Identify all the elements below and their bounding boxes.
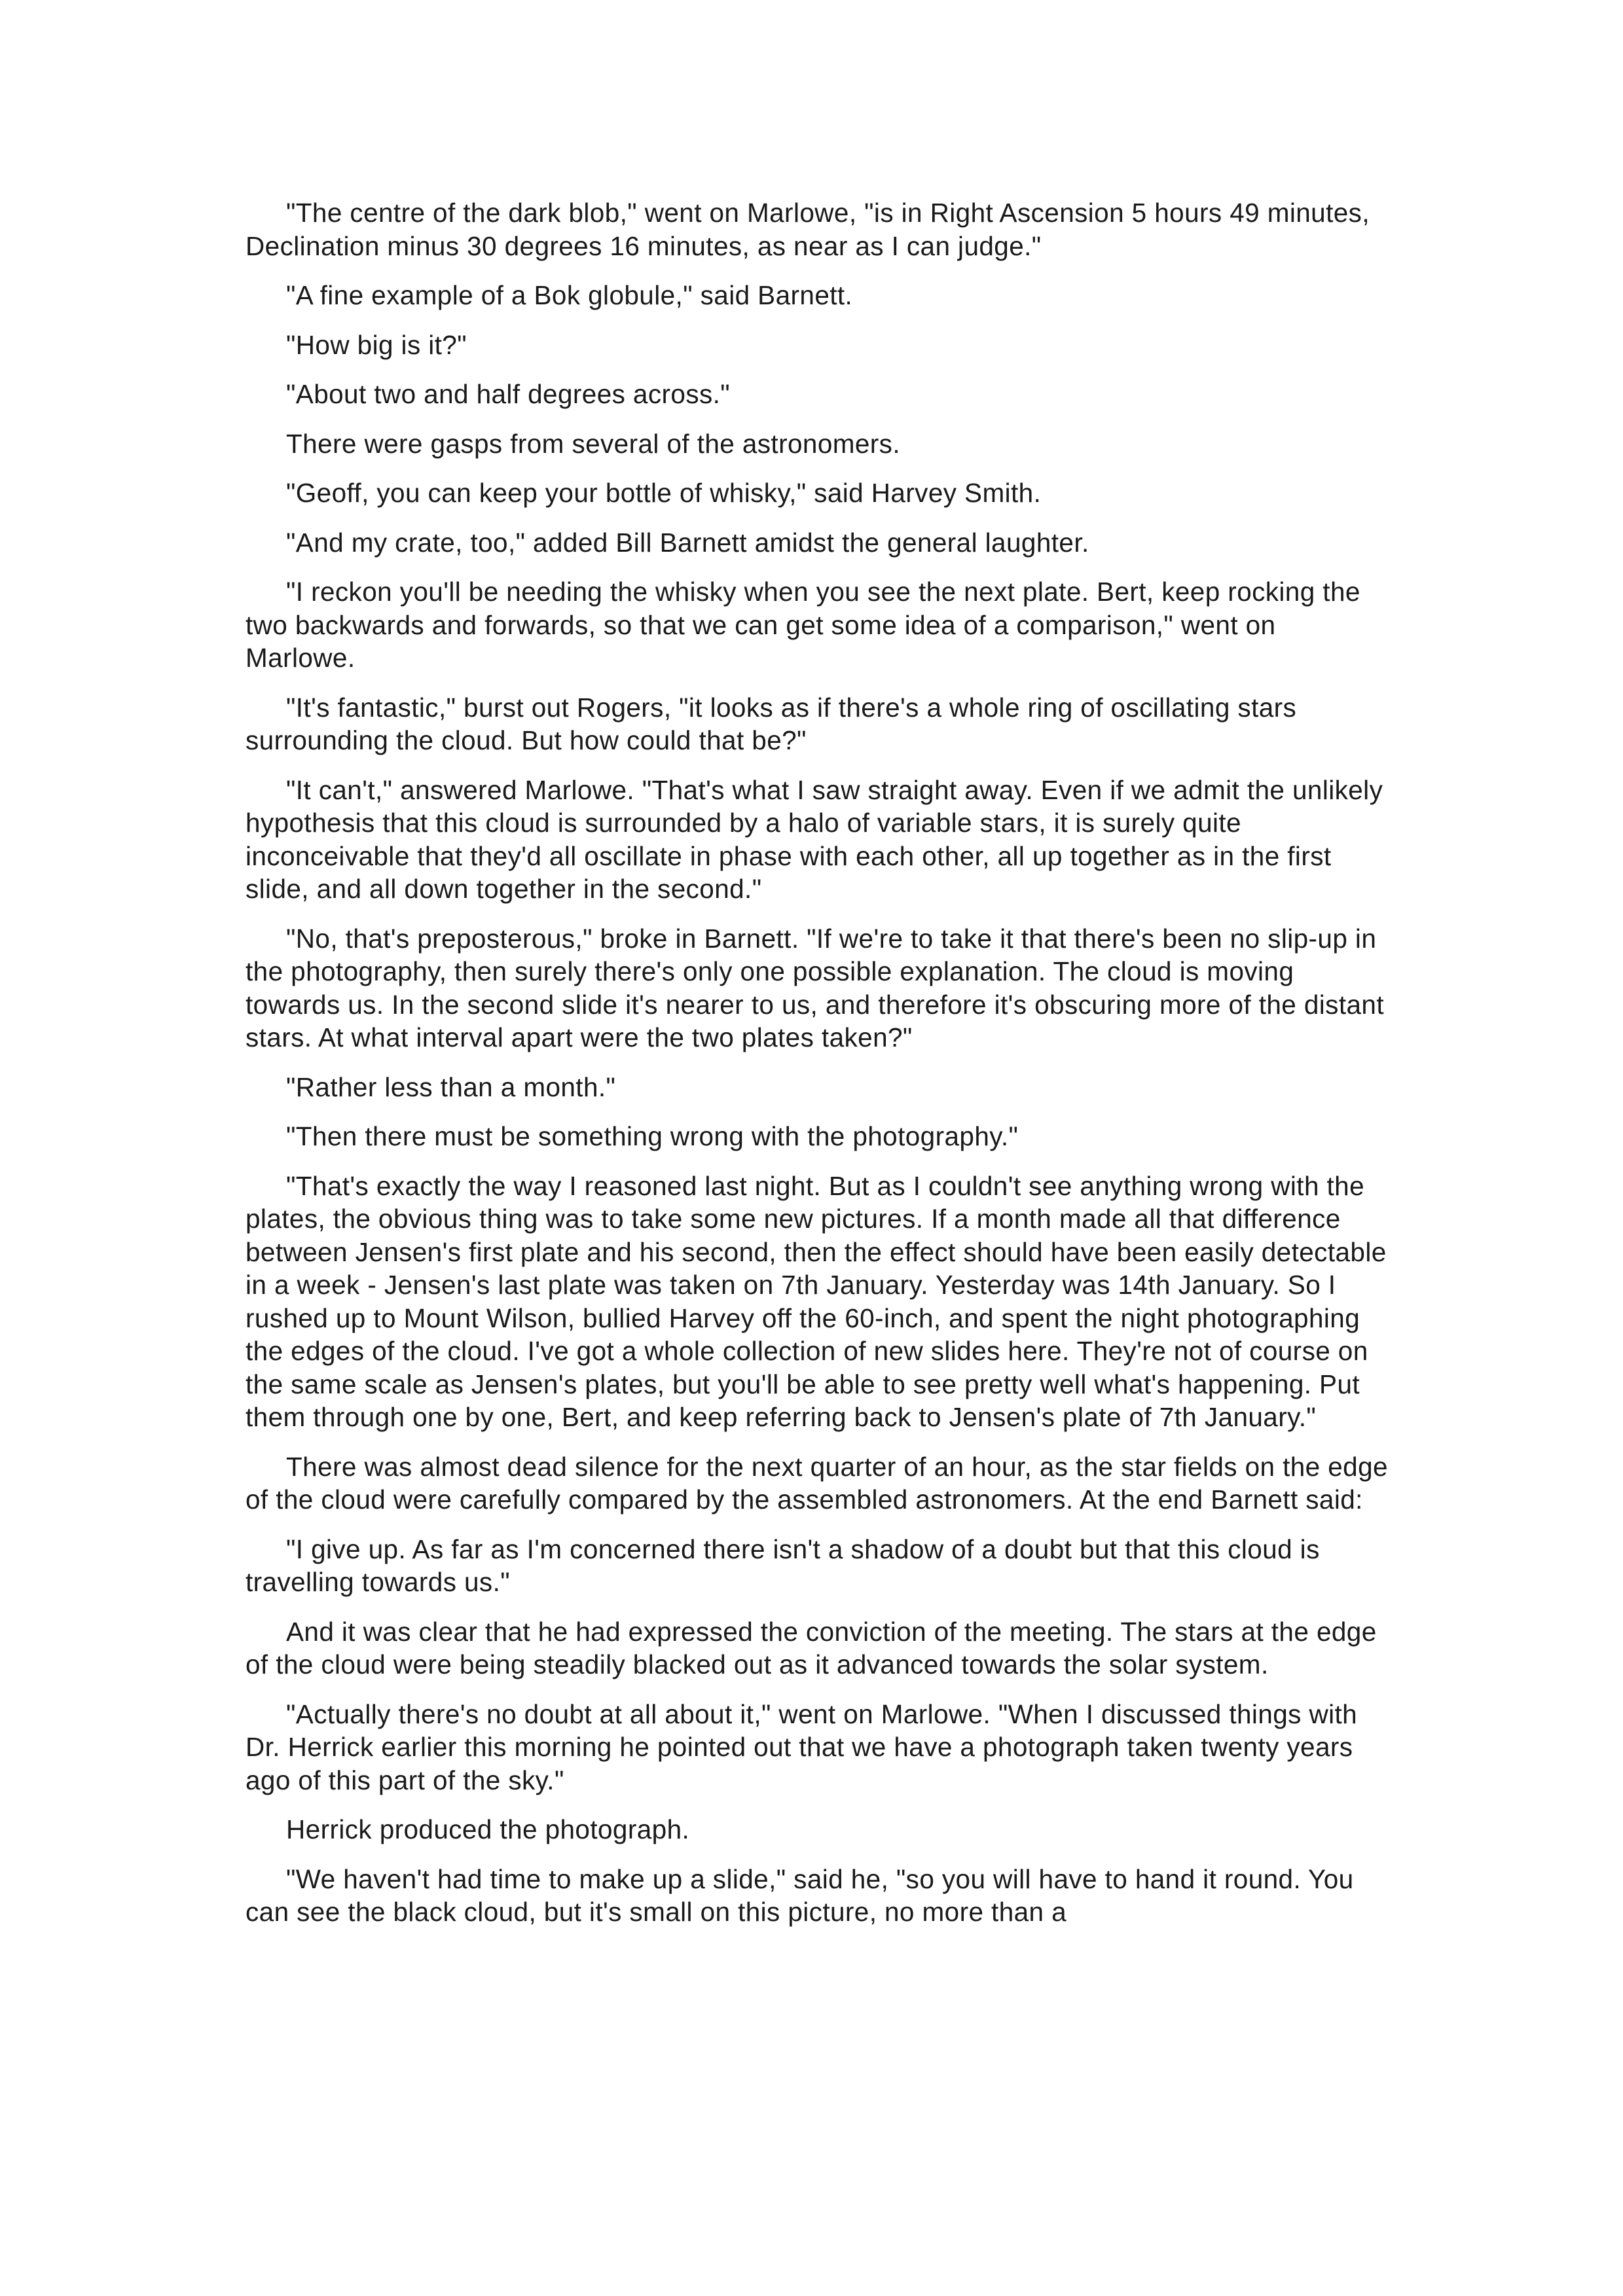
paragraph: "About two and half degrees across." [286,379,731,409]
paragraph: "No, that's preposterous," broke in Barnett. "If we're to take it that there's been no slip-up in the photography, then surely there's only one possible explanation. The cloud is moving towards us. In the second slide it's nearer to us, and therefore it's obscuring more of the distant stars. At what interval apart were the two plates taken?" [246,923,1384,1052]
paragraph: "Actually there's no doubt at all about it," went on Marlowe. "When I discussed things with Dr. Herrick earlier this morning he pointed out that we have a photograph taken twenty years ago of this part of the sky." [246,1698,1358,1795]
paragraph: "A fine example of a Bok globule," said Barnett. [286,280,853,310]
paragraph: "It's fantastic," burst out Rogers, "it looks as if there's a whole ring of oscillating stars surrounding the cloud. But how could that be?" [246,692,1297,755]
paragraph: "I reckon you'll be needing the whisky when you see the next plate. Bert, keep rocking the two backwards and forwards, so that we can get some idea of a comparison," went on Marlowe. [246,577,1360,673]
paragraph: "I give up. As far as I'm concerned there isn't a shadow of a doubt but that this cloud is travelling towards us." [246,1534,1320,1597]
paragraph: Herrick produced the photograph. [286,1814,690,1844]
paragraph: "That's exactly the way I reasoned last night. But as I couldn't see anything wrong with the plates, the obvious thing was to take some new pictures. If a month made all that difference between Jensen's first plate and his second, then the effect should have been easily detectable in a week - Jensen's last plate was taken on 7th January. Yesterday was 14th January. So I rushed up to Mount Wilson, bullied Harvey off the 60-inch, and spent the night photographing the edges of the cloud. I've got a whole collection of new slides here. They're not of course on the same scale as Jensen's plates, but you'll be able to see pretty well what's happening. Put them through one by one, Bert, and keep referring back to Jensen's plate of 7th January." [246,1170,1387,1432]
paragraph: "We haven't had time to make up a slide," said he, "so you will have to hand it round. You can see the black cloud, but it's small on this picture, no more than a [246,1863,1354,1927]
paragraph: "Rather less than a month." [286,1071,616,1102]
paragraph: "The centre of the dark blob," went on Marlowe, "is in Right Ascension 5 hours 49 minutes, Declination minus 30 degrees 16 minutes, as near as I can judge." [246,198,1370,261]
paragraph: There were gasps from several of the astronomers. [286,428,900,459]
paragraph: "It can't," answered Marlowe. "That's what I saw straight away. Even if we admit the unlikely hypothesis that this cloud is surrounded by a halo of variable stars, it is surely quite inconceivable that they'd all oscillate in phase with each other, all up together as in the first slide, and all down together in the second." [246,774,1383,904]
document-page [246,196,1388,1945]
paragraph: And it was clear that he had expressed the conviction of the meeting. The stars at the edge of the cloud were being steadily blacked out as it advanced towards the solar system. [246,1616,1377,1679]
paragraph: There was almost dead silence for the next quarter of an hour, as the star fields on the edge of the cloud were carefully compared by the assembled astronomers. At the end Barnett said: [246,1451,1388,1515]
paragraph: "And my crate, too," added Bill Barnett amidst the general laughter. [286,527,1089,558]
paragraph: "Geoff, you can keep your bottle of whisky," said Harvey Smith. [286,478,1042,508]
paragraph: "Then there must be something wrong with the photography." [286,1121,1019,1151]
paragraph: "How big is it?" [286,329,467,360]
